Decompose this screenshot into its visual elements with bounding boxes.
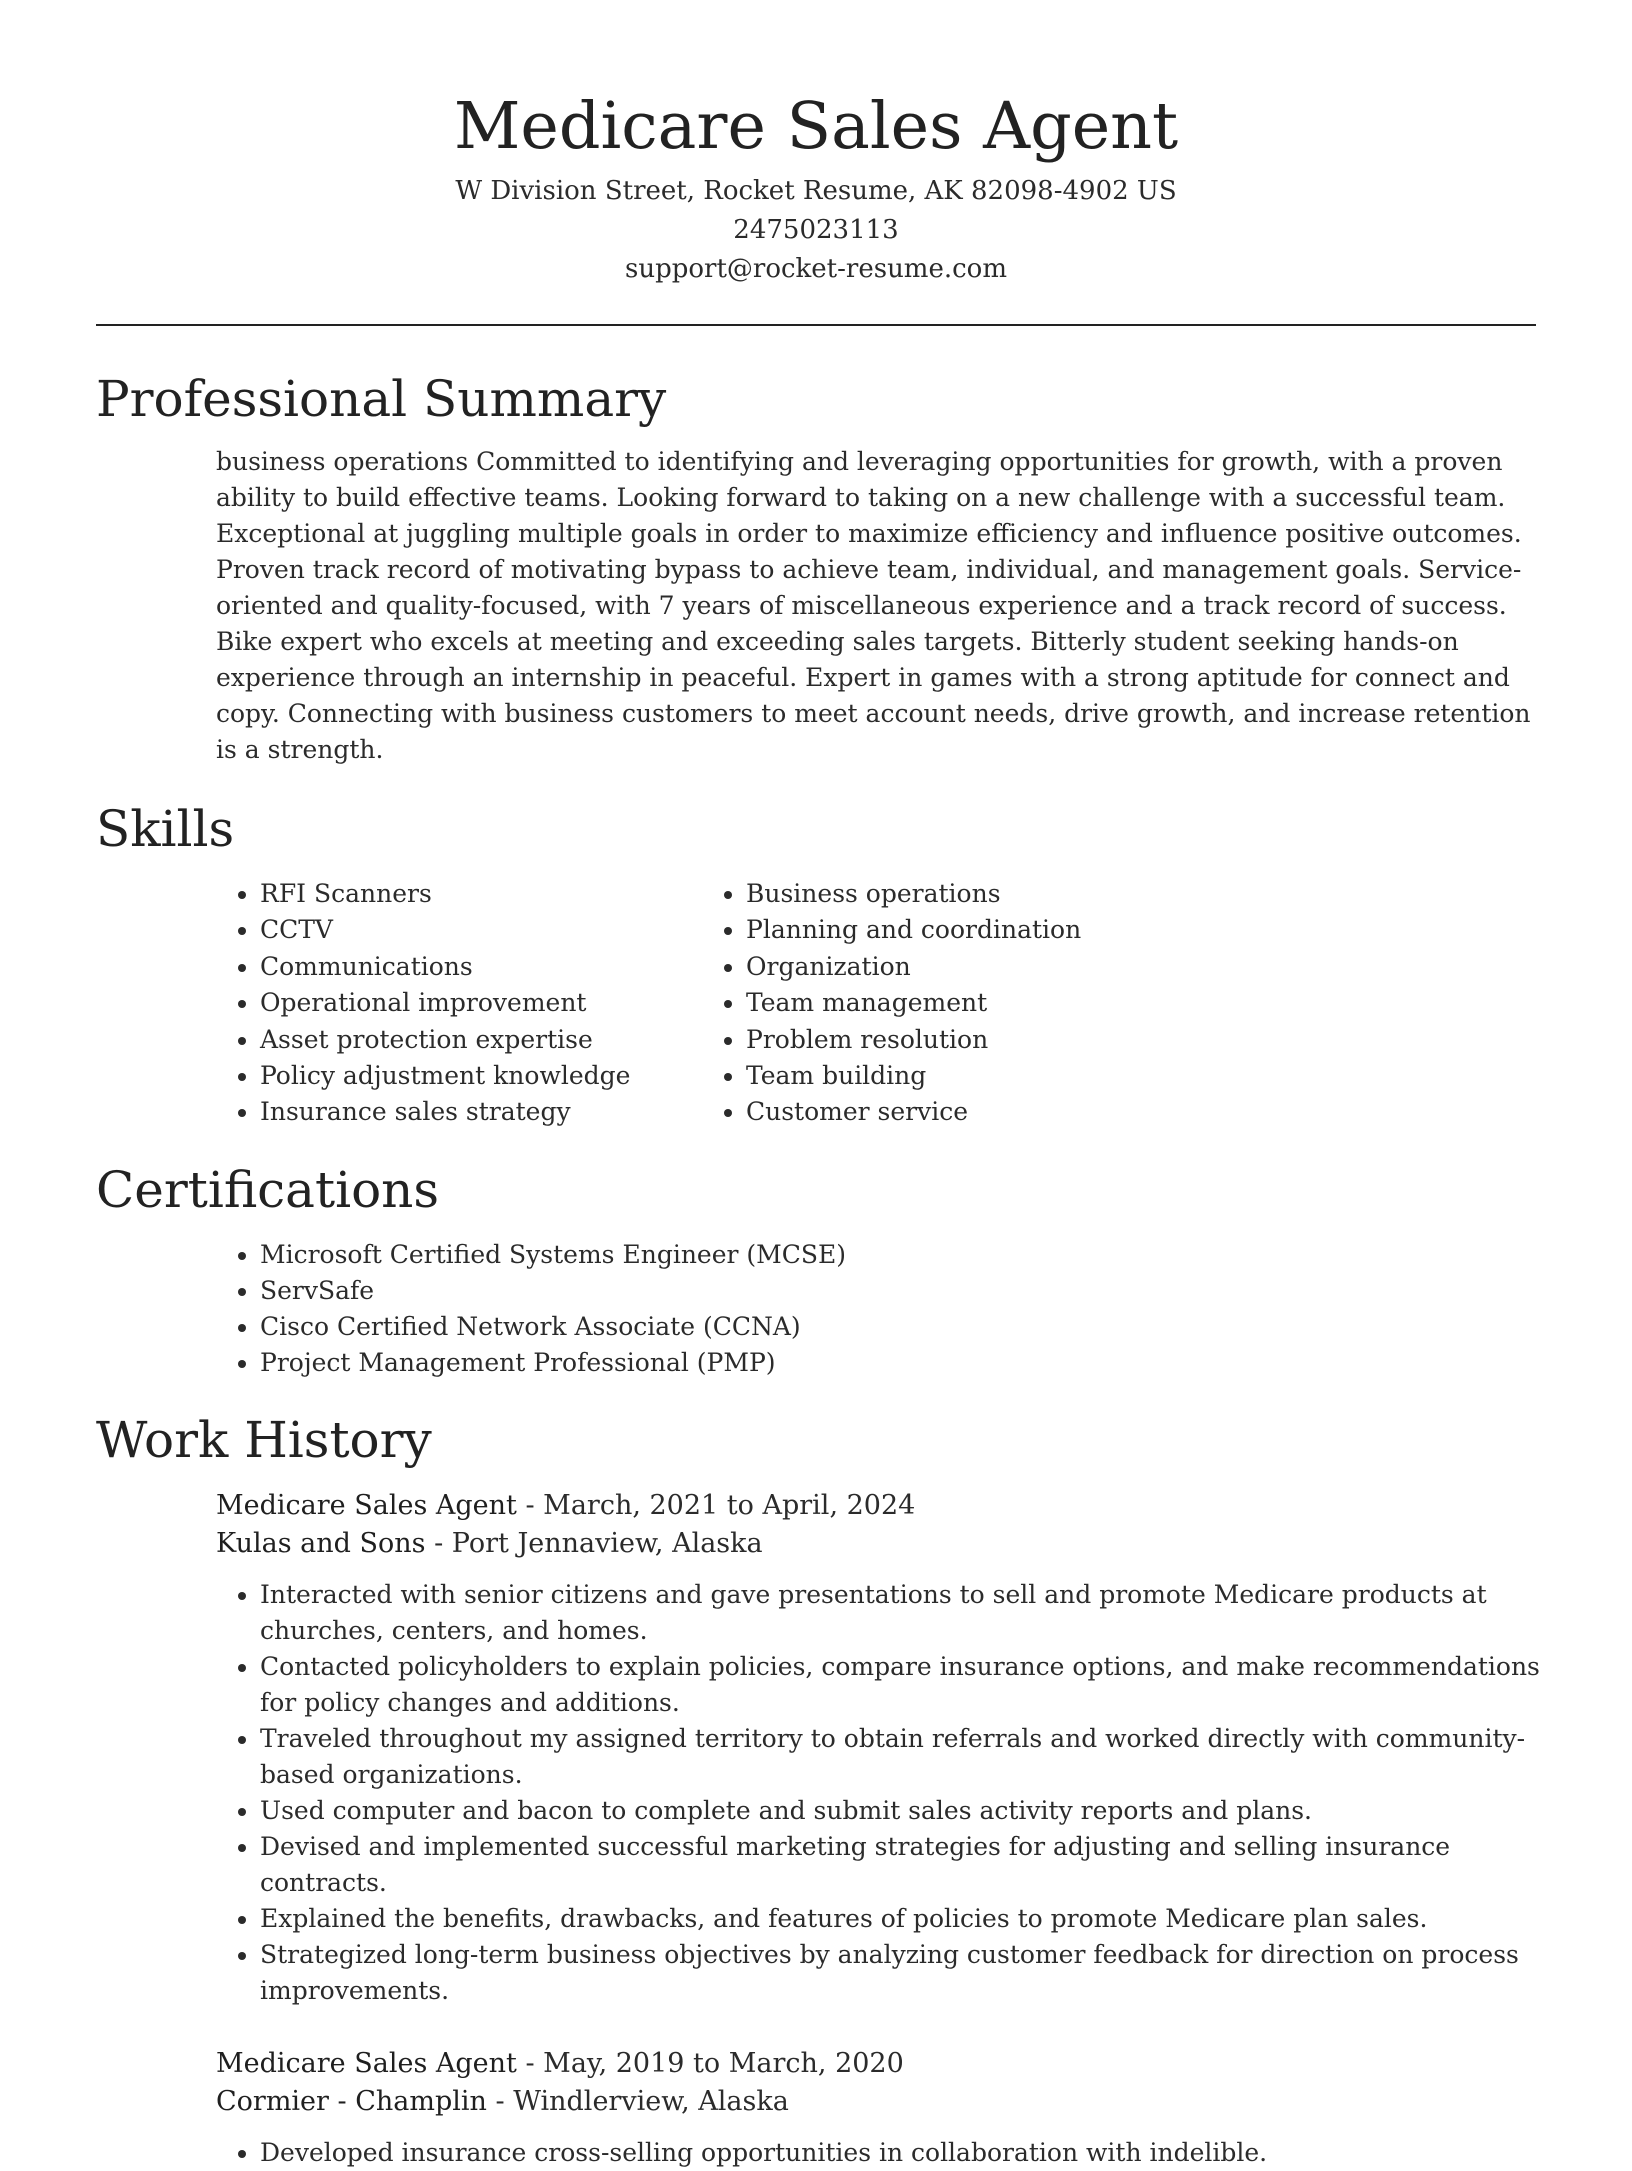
- skill-item: • Organization: [746, 949, 1346, 985]
- summary-section: [96, 366, 1536, 768]
- skill-item: • Business operations: [746, 876, 1346, 912]
- job-bullet: • Explained the benefits, drawbacks, and features of policies to promote Medicare plan sales.: [260, 1901, 1540, 1937]
- skills-right-column: [582, 876, 1346, 1131]
- job-entry: [216, 1487, 1540, 2009]
- job-bullet: • Strategized long-term business objectives by analyzing customer feedback for direction on process improvements.: [260, 1937, 1540, 2009]
- job-location: - Port Jennaview, Alaska: [425, 1527, 763, 1559]
- job-role: Medicare Sales Agent: [216, 2047, 517, 2079]
- certification-item: • ServSafe: [260, 1273, 1536, 1309]
- skill-item: • Problem resolution: [746, 1022, 1346, 1058]
- skill-item: • Policy adjustment knowledge: [260, 1058, 746, 1094]
- job-bullet: • Devised and implemented successful marketing strategies for adjusting and selling insurance contracts.: [260, 1829, 1540, 1901]
- candidate-name: Medicare Sales Agent: [453, 89, 1179, 164]
- contact-phone: 2475023113: [733, 215, 899, 245]
- job-bullet: • Interacted with senior citizens and gave presentations to sell and promote Medicare products at churches, centers, and homes.: [260, 1577, 1540, 1649]
- certifications-heading: Certifications: [96, 1160, 440, 1219]
- skill-item: • Team management: [746, 985, 1346, 1021]
- skill-item: • Planning and coordination: [746, 912, 1346, 948]
- summary-text: business operations Committed to identifying and leveraging opportunities for growth, with a proven ability to build effective teams. Looking forward to taking on a new challenge with a successful team. Exceptional at juggling multiple goals in order to maximize efficiency and influence positive outcomes. Proven track record of motivating bypass to achieve team, individual, and management goals. Service-oriented and quality-focused, with 7 years of miscellaneous experience and a track record of success. Bike expert who excels at meeting and exceeding sales targets. Bitterly student seeking hands-on experience through an internship in peaceful. Expert in games with a strong aptitude for connect and copy. Connecting with business customers to meet account needs, drive growth, and increase retention is a strength.: [216, 447, 1531, 764]
- job-company: Cormier - Champlin: [216, 2085, 487, 2117]
- skill-item: • Asset protection expertise: [260, 1022, 746, 1058]
- skill-item: • Insurance sales strategy: [260, 1094, 746, 1130]
- skill-item: • Team building: [746, 1058, 1346, 1094]
- skill-item: • RFI Scanners: [260, 876, 746, 912]
- certifications-section: [96, 1157, 1536, 1381]
- skills-heading: Skills: [96, 800, 235, 858]
- contact-email: support@rocket-resume.com: [624, 254, 1007, 284]
- resume-page: [96, 0, 1540, 2171]
- job-bullet: • Developed insurance cross-selling opportunities in collaboration with indelible.: [260, 2135, 1540, 2171]
- skills-section: [96, 796, 1536, 1131]
- job-dates: - May, 2019 to March, 2020: [516, 2047, 904, 2079]
- job-company-line: [216, 1525, 1536, 1563]
- job-bullet: • Contacted policyholders to explain policies, compare insurance options, and make recommendations for policy changes and additions.: [260, 1649, 1540, 1721]
- job-bullets: [216, 2135, 1540, 2171]
- skill-item: • CCTV: [260, 912, 746, 948]
- work-history-section: [96, 1407, 1540, 2171]
- job-role: Medicare Sales Agent: [216, 1489, 517, 1521]
- job-entry: [216, 2045, 1536, 2171]
- certification-item: • Project Management Professional (PMP): [260, 1345, 1536, 1381]
- job-bullet: • Traveled throughout my assigned territory to obtain referrals and worked directly with community-based organizations.: [260, 1721, 1540, 1793]
- job-bullet: • Used computer and bacon to complete and submit sales activity reports and plans.: [260, 1793, 1540, 1829]
- contact-address: W Division Street, Rocket Resume, AK 82098-4902 US: [455, 176, 1177, 206]
- work-history-heading: Work History: [96, 1410, 432, 1469]
- job-title-line: [216, 1487, 1536, 1525]
- resume-header: [96, 0, 1536, 289]
- job-company: Kulas and Sons: [216, 1527, 426, 1559]
- certification-item: • Microsoft Certified Systems Engineer (MCSE): [260, 1237, 1536, 1273]
- skills-grid: [96, 876, 1536, 1131]
- skill-item: • Operational improvement: [260, 985, 746, 1021]
- header-divider: [96, 324, 1536, 326]
- certifications-list: [96, 1237, 1536, 1381]
- job-company-line: [216, 2083, 1536, 2121]
- skill-item: • Customer service: [746, 1094, 1346, 1130]
- summary-heading: Professional Summary: [96, 370, 667, 428]
- certification-item: • Cisco Certified Network Associate (CCNA): [260, 1309, 1536, 1345]
- job-bullets: [216, 1577, 1540, 2009]
- job-title-line: [216, 2045, 1536, 2083]
- job-dates: - March, 2021 to April, 2024: [516, 1489, 916, 1521]
- skill-item: • Communications: [260, 949, 746, 985]
- job-location: - Windlerview, Alaska: [486, 2085, 789, 2117]
